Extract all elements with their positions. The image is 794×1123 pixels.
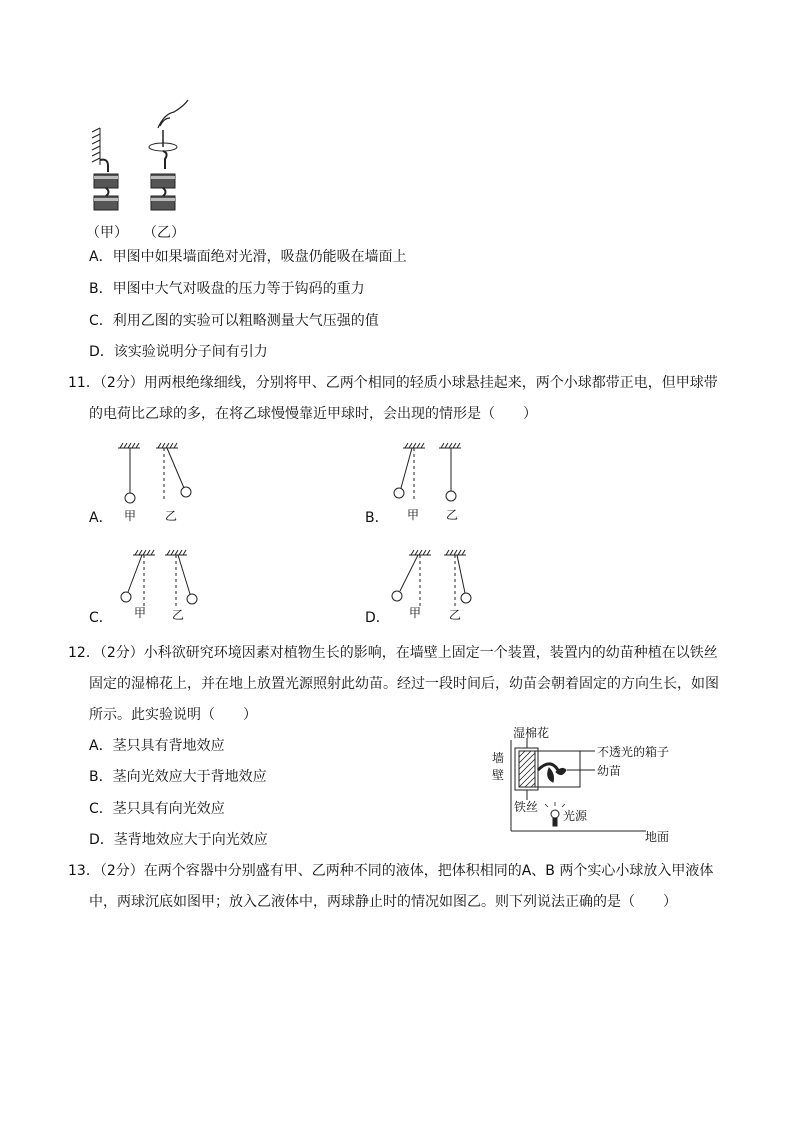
q10-figure-label-yi: （乙） (143, 225, 185, 241)
q11-option-a-letter: A． (89, 510, 113, 526)
q12-light-bulb-icon (545, 802, 565, 826)
q12-stem-line3: 所示。此实验说明（ ） (89, 707, 257, 723)
q11-a-ball-jia: 甲 (124, 509, 137, 523)
q12-label-wire: 铁丝 (514, 800, 539, 814)
q11-option-d-letter: D． (365, 610, 390, 626)
q11-stem-line1: 11．（2分）用两根绝缘细线，分别将甲、乙两个相同的轻质小球悬挂起来，两个小球都带正电，但甲球带 (68, 375, 718, 391)
q12-label-ground: 地面 (645, 830, 670, 844)
q11-c-ball-jia: 甲 (134, 606, 147, 620)
q13-stem-line2: 中，两球沉底如图甲；放入乙液体中，两球静止时的情况如图乙。则下列说法正确的是（ ） (89, 894, 677, 910)
q12-option-b: B．茎向光效应大于背地效应 (89, 769, 267, 785)
q11-option-b-letter: B． (365, 510, 389, 526)
q10-option-a: A．甲图中如果墙面绝对光滑，吸盘仍能吸在墙面上 (89, 249, 407, 265)
q12-stem-line1: 12．（2分）小科欲研究环境因素对植物生长的影响，在墙壁上固定一个装置，装置内的幼苗种植在以铁丝 (68, 645, 718, 661)
q11-b-ball-jia: 甲 (407, 508, 420, 522)
q12-label-wet-cotton: 湿棉花 (513, 726, 550, 740)
q10-option-b: B．甲图中大气对吸盘的压力等于钩码的重力 (89, 281, 365, 297)
q12-label-opaque-box: 不透光的箱子 (597, 745, 670, 759)
q12-option-c: C．茎只具有向光效应 (89, 801, 225, 817)
q12-label-light-source: 光源 (563, 809, 588, 823)
q11-stem-line2: 的电荷比乙球的多，在将乙球慢慢靠近甲球时，会出现的情形是（ ） (89, 406, 537, 422)
q11-option-c-letter: C． (89, 610, 113, 626)
q11-a-ball-yi: 乙 (165, 509, 178, 523)
q12-label-wall (492, 750, 504, 784)
q11-d-ball-yi: 乙 (449, 608, 462, 622)
q12-label-wall-text: 墙壁 (492, 751, 505, 782)
q11-c-ball-yi: 乙 (172, 608, 185, 622)
q10-option-c: C．利用乙图的实验可以粗略测量大气压强的值 (89, 313, 379, 329)
q11-b-ball-yi: 乙 (446, 508, 459, 522)
q12-wet-cotton-block (519, 751, 535, 787)
q12-label-seedling: 幼苗 (597, 764, 622, 778)
q12-stem-line2: 固定的湿棉花上，并在地上放置光源照射此幼苗。经过一段时间后，幼苗会朝着固定的方向生长，如图 (89, 676, 719, 692)
q12-option-d: D．茎背地效应大于向光效应 (89, 832, 268, 848)
q10-figure-label-jia: （甲） (86, 225, 128, 241)
q10-option-d: D．该实验说明分子间有引力 (89, 344, 268, 360)
q13-stem-line1: 13．（2分）在两个容器中分别盛有甲、乙两种不同的液体，把体积相同的A、B 两个实心小球放入甲液体 (68, 863, 714, 879)
q11-d-ball-jia: 甲 (409, 606, 422, 620)
q12-option-a: A．茎只具有背地效应 (89, 738, 225, 754)
